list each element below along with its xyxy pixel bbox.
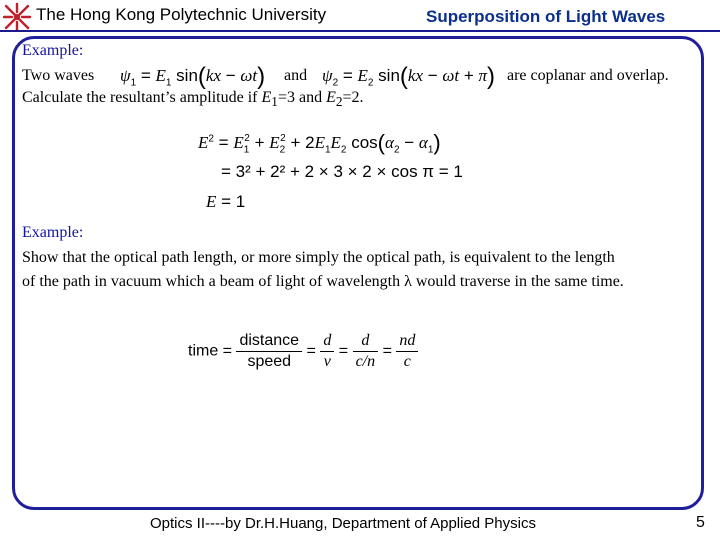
time-label: time = [188,342,233,360]
frac4-numerator: nd [396,332,418,352]
e2-symbol: E [326,89,336,106]
university-name: The Hong Kong Polytechnic University [36,5,327,24]
page-number: 5 [696,514,705,531]
example1-overlap-text: are coplanar and overlap. [507,67,669,84]
example2-text-line1: Show that the optical path length, or more simply the optical path, is equivalent to the length [22,249,615,266]
equation-row-1: $E^2 = E_1^2 + E_2^2 + 2E_1E_2$ $\cos(\alpha_2 - \alpha_1)$ [198,130,441,156]
frac1-denominator: speed [247,353,292,370]
equals-1: = [306,342,316,360]
e1-subscript: 1 [271,94,278,110]
equals-3: = [382,342,392,360]
frac3-denominator: c/n [355,353,376,370]
frac1-numerator: distance [236,332,302,352]
equals-2: = [338,342,349,360]
slide-title: Superposition of Light Waves [426,7,666,26]
e1-value: =3 and [277,89,323,106]
fraction-distance-speed [236,332,302,371]
example2-text-line2: of the path in vacuum which a beam of light of wavelength λ would traverse in the same time. [22,273,624,290]
example1-and-text: and [284,67,308,84]
question-text: Calculate the resultant’s amplitude if [22,89,258,106]
fraction-nd-c [396,332,418,371]
example2-heading: Example: [22,224,84,241]
header-divider [0,30,720,32]
e1-symbol: E [261,89,272,106]
example1-heading: Example: [22,42,84,59]
university-logo [2,2,32,32]
wave1-equation: $\psi_1 = E_1$ sin(kx − ωt) [120,63,266,90]
e2-subscript: 2 [335,94,343,110]
frac4-denominator: c [403,353,411,370]
example1-intro-text: Two waves [22,67,95,84]
fraction-d-c-over-n [353,332,379,371]
footer-credit: Optics II----by Dr.H.Huang, Department of Applied Physics [150,515,536,532]
equation-row-3: E = 1 [206,192,246,211]
e2-value: =2. [342,89,364,106]
time-equation [188,332,418,371]
example1-question [22,89,364,110]
frac2-denominator: v [323,353,331,370]
frac2-numerator: d [320,332,334,352]
fraction-d-v [320,332,334,371]
equation-row-2: = 3² + 2² + 2 × 3 × 2 × cos π = 1 [221,162,463,181]
wave2-equation: $\psi_2 = E_2$ sin(kx − ωt + π) [322,63,496,90]
frac3-numerator: d [353,332,379,352]
